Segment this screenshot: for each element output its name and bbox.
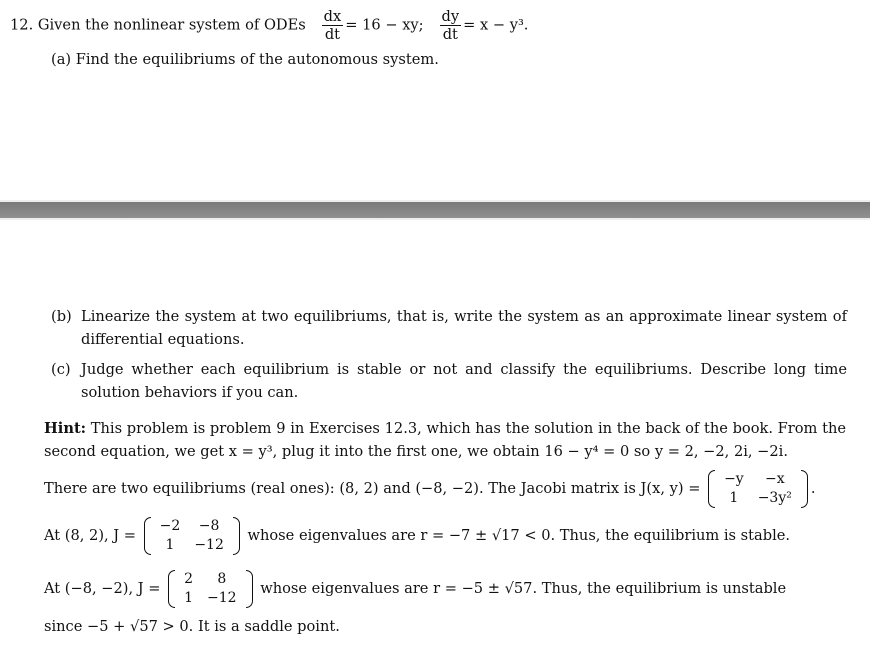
- equilibrium-2-line: At (−8, −2), J = 2 8 1 −12 whose eigenvalues are r = −5 ± √57. Thus, the equilibrium is unstable: [44, 571, 787, 606]
- conclusion-line: since −5 + √57 > 0. It is a saddle point.: [44, 618, 340, 635]
- fraction-dxdt: $\frac{dx}{dt}$: [323, 8, 342, 43]
- fraction-dydt: $\frac{dy}{dt}$: [441, 8, 460, 43]
- part-a: (a) Find the equilibriums of the autonomous system.: [51, 51, 439, 68]
- matrix-at-8-2: −2 −8 1 −12: [144, 517, 240, 555]
- hint-paragraph: Hint: This problem is problem 9 in Exercises 12.3, which has the solution in the back of the book. From the second equation, we get x = y³, plug it into the first one, we obtain 16 − y⁴ = 0 so y = 2, −2, 2i, −2i.: [44, 420, 846, 460]
- problem-statement: [10, 8, 528, 43]
- hint-label: Hint:: [44, 420, 87, 437]
- matrix-at-neg8-neg2: 2 8 1 −12: [168, 570, 252, 608]
- divider-bar: [0, 200, 870, 220]
- part-c: (c) Judge whether each equilibrium is stable or not and classify the equilibriums. Describe long time solution behaviors if you can.: [51, 361, 847, 401]
- equilibria-line: There are two equilibriums (real ones): (8, 2) and (−8, −2). The Jacobi matrix is J(x, y) = −y −x 1 −3y² .: [44, 471, 816, 506]
- equation-1-rhs: = 16 − xy;: [345, 16, 424, 34]
- problem-number: 12.: [10, 16, 34, 34]
- equation-2-rhs: = x − y³.: [463, 16, 529, 34]
- part-b: (b) Linearize the system at two equilibriums, that is, write the system as an approximate linear system of differential equations.: [51, 308, 847, 348]
- equilibrium-1-line: At (8, 2), J = −2 −8 1 −12 whose eigenvalues are r = −7 ± √17 < 0. Thus, the equilibrium is stable.: [44, 518, 791, 553]
- jacobi-matrix: −y −x 1 −3y²: [708, 470, 808, 508]
- problem-intro: Given the nonlinear system of ODEs: [37, 16, 306, 34]
